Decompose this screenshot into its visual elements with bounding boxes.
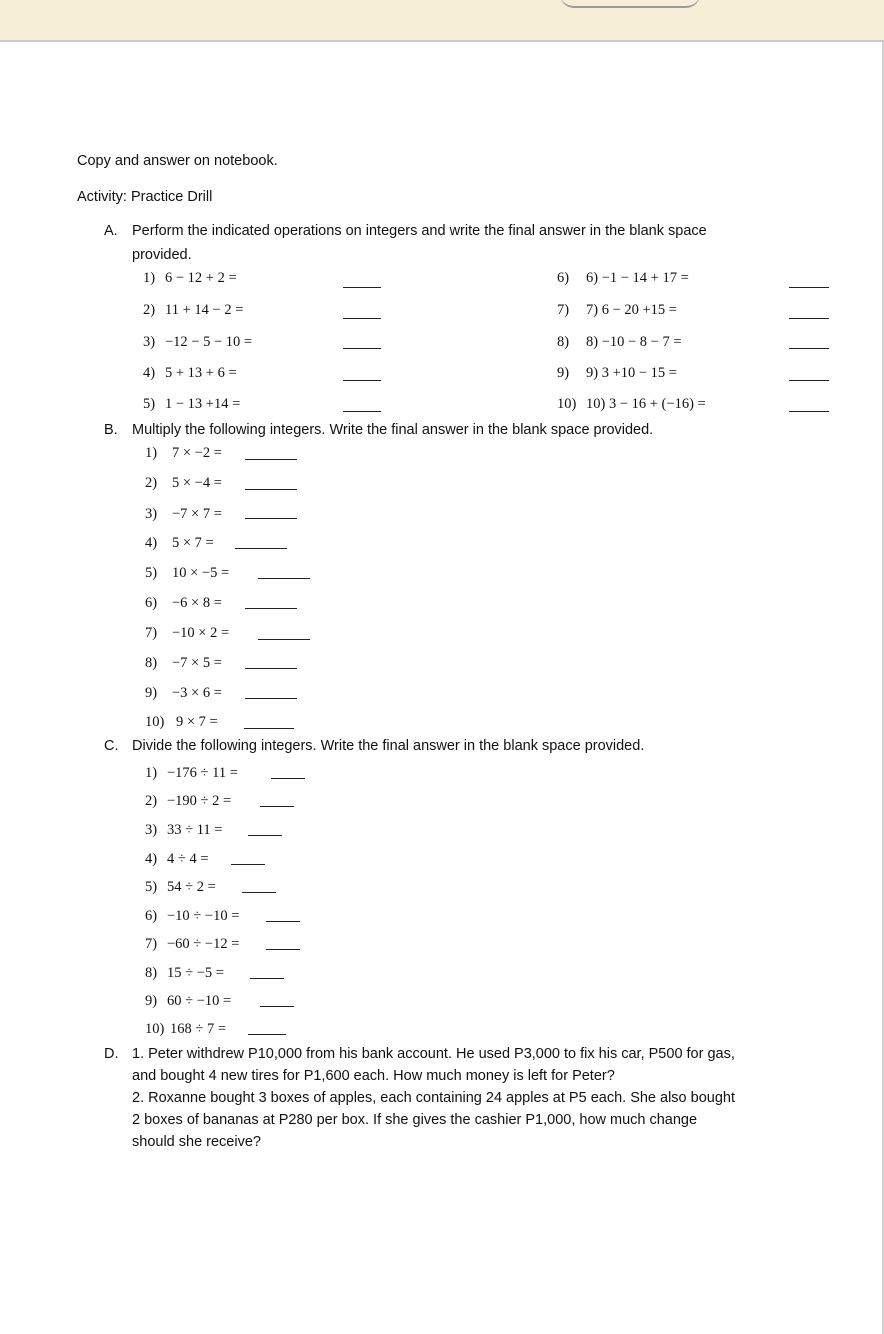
answer-blank[interactable] — [245, 518, 297, 519]
section-c-title: Divide the following integers. Write the final answer in the blank space provided. — [132, 738, 645, 754]
answer-blank[interactable] — [343, 348, 381, 349]
item-number: 4) — [143, 365, 156, 381]
answer-blank[interactable] — [245, 608, 297, 609]
item-number: 6) — [145, 595, 158, 611]
answer-blank[interactable] — [343, 411, 381, 412]
word-problem-2-line3: should she receive? — [132, 1134, 261, 1150]
item-number: 4) — [145, 535, 158, 551]
item-number: 5) — [143, 396, 156, 412]
section-d-letter: D. — [104, 1046, 119, 1062]
section-b-title: Multiply the following integers. Write the final answer in the blank space provided. — [132, 422, 654, 438]
item-expression: 10 × −5 = — [172, 565, 230, 581]
answer-blank[interactable] — [271, 778, 305, 779]
item-number: 2) — [145, 793, 158, 809]
item-expression: −190 ÷ 2 = — [167, 793, 232, 809]
item-number: 1) — [145, 445, 158, 461]
item-number: 6) — [145, 908, 158, 924]
section-c-letter: C. — [104, 738, 119, 754]
answer-blank[interactable] — [242, 892, 276, 893]
item-number: 5) — [145, 879, 158, 895]
activity-title: Activity: Practice Drill — [77, 189, 213, 205]
item-number: 10) — [557, 396, 577, 412]
item-number: 7) — [145, 936, 158, 952]
top-header-strip — [0, 0, 884, 42]
decorative-arc — [560, 0, 700, 8]
instruction-text: Copy and answer on notebook. — [77, 153, 278, 169]
item-expression: −60 ÷ −12 = — [167, 936, 240, 952]
item-expression: −10 × 2 = — [172, 625, 230, 641]
item-number: 8) — [557, 334, 570, 350]
section-a-title-line1: Perform the indicated operations on integers and write the final answer in the blank space — [132, 223, 707, 239]
answer-blank[interactable] — [258, 578, 310, 579]
item-number: 6) — [557, 270, 570, 286]
item-number: 8) — [145, 655, 158, 671]
item-number: 1) — [143, 270, 156, 286]
item-number: 8) — [145, 965, 158, 981]
item-expression: 10) 3 − 16 + (−16) = — [586, 396, 706, 412]
word-problem-2-line2: 2 boxes of bananas at P280 per box. If she gives the cashier P1,000, how much change — [132, 1112, 698, 1128]
item-expression: 1 − 13 +14 = — [165, 396, 241, 412]
item-expression: 168 ÷ 7 = — [170, 1021, 227, 1037]
answer-blank[interactable] — [250, 978, 284, 979]
section-b-letter: B. — [104, 422, 118, 438]
answer-blank[interactable] — [245, 668, 297, 669]
answer-blank[interactable] — [245, 459, 297, 460]
answer-blank[interactable] — [789, 287, 829, 288]
item-expression: 4 ÷ 4 = — [167, 851, 209, 867]
item-expression: 60 ÷ −10 = — [167, 993, 232, 1009]
item-number: 4) — [145, 851, 158, 867]
item-expression: 6 − 12 + 2 = — [165, 270, 237, 286]
item-expression: 33 ÷ 11 = — [167, 822, 223, 838]
answer-blank[interactable] — [266, 949, 300, 950]
word-problem-2-line1: 2. Roxanne bought 3 boxes of apples, each containing 24 apples at P5 each. She also bought — [132, 1090, 736, 1106]
answer-blank[interactable] — [258, 639, 310, 640]
answer-blank[interactable] — [248, 835, 282, 836]
word-problem-1-line2: and bought 4 new tires for P1,600 each. How much money is left for Peter? — [132, 1068, 615, 1084]
answer-blank[interactable] — [235, 548, 287, 549]
section-a-title-line2: provided. — [132, 247, 192, 263]
item-number: 2) — [143, 302, 156, 318]
answer-blank[interactable] — [260, 806, 294, 807]
answer-blank[interactable] — [789, 380, 829, 381]
item-expression: −6 × 8 = — [172, 595, 222, 611]
item-expression: 6) −1 − 14 + 17 = — [586, 270, 689, 286]
item-number: 9) — [145, 993, 158, 1009]
item-number: 10) — [145, 1021, 165, 1037]
answer-blank[interactable] — [248, 1034, 286, 1035]
item-number: 7) — [145, 625, 158, 641]
item-expression: 7 × −2 = — [172, 445, 222, 461]
item-expression: 5 × −4 = — [172, 475, 222, 491]
item-expression: −12 − 5 − 10 = — [165, 334, 253, 350]
item-number: 1) — [145, 765, 158, 781]
item-number: 3) — [143, 334, 156, 350]
answer-blank[interactable] — [266, 921, 300, 922]
answer-blank[interactable] — [789, 411, 829, 412]
answer-blank[interactable] — [260, 1006, 294, 1007]
item-expression: −7 × 5 = — [172, 655, 222, 671]
answer-blank[interactable] — [231, 864, 265, 865]
item-number: 7) — [557, 302, 570, 318]
item-expression: 9 × 7 = — [176, 714, 218, 730]
item-number: 5) — [145, 565, 158, 581]
item-number: 3) — [145, 506, 158, 522]
item-expression: 7) 6 − 20 +15 = — [586, 302, 677, 318]
answer-blank[interactable] — [245, 698, 297, 699]
item-expression: 9) 3 +10 − 15 = — [586, 365, 677, 381]
item-expression: 8) −10 − 8 − 7 = — [586, 334, 682, 350]
item-expression: 5 × 7 = — [172, 535, 214, 551]
item-expression: −176 ÷ 11 = — [167, 765, 238, 781]
answer-blank[interactable] — [789, 348, 829, 349]
item-expression: 5 + 13 + 6 = — [165, 365, 237, 381]
item-expression: −3 × 6 = — [172, 685, 222, 701]
item-expression: −10 ÷ −10 = — [167, 908, 240, 924]
answer-blank[interactable] — [343, 318, 381, 319]
answer-blank[interactable] — [244, 728, 294, 729]
item-number: 9) — [557, 365, 570, 381]
answer-blank[interactable] — [789, 318, 829, 319]
item-number: 9) — [145, 685, 158, 701]
item-expression: 11 + 14 − 2 = — [165, 302, 244, 318]
answer-blank[interactable] — [245, 489, 297, 490]
item-expression: 15 ÷ −5 = — [167, 965, 224, 981]
item-number: 2) — [145, 475, 158, 491]
item-expression: −7 × 7 = — [172, 506, 222, 522]
word-problem-1-line1: 1. Peter withdrew P10,000 from his bank account. He used P3,000 to fix his car, P500 for gas, — [132, 1046, 735, 1062]
item-number: 10) — [145, 714, 165, 730]
item-expression: 54 ÷ 2 = — [167, 879, 216, 895]
section-a-letter: A. — [104, 223, 118, 239]
answer-blank[interactable] — [343, 287, 381, 288]
item-number: 3) — [145, 822, 158, 838]
answer-blank[interactable] — [343, 380, 381, 381]
